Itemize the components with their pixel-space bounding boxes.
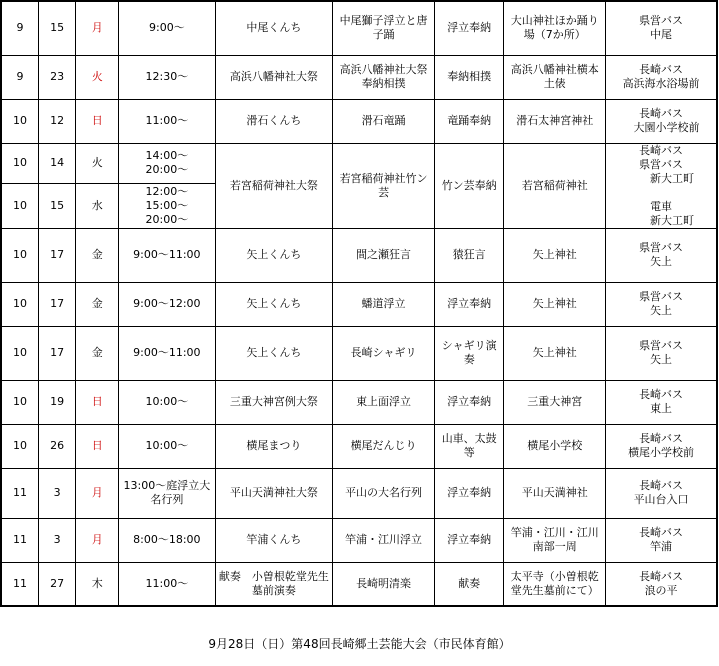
weekday-cell: 火 bbox=[76, 143, 119, 183]
table-row bbox=[1, 424, 717, 468]
day-cell: 15 bbox=[38, 1, 75, 55]
time-cell bbox=[119, 183, 215, 228]
venue-cell: 平山天満神社 bbox=[504, 468, 606, 518]
time-cell: 12:30～ bbox=[119, 55, 215, 99]
type-cell: 猿狂言 bbox=[434, 228, 504, 282]
table-row bbox=[1, 380, 717, 424]
type-cell: 浮立奉納 bbox=[434, 518, 504, 562]
month-cell: 10 bbox=[1, 228, 38, 282]
access-line: 長崎バス bbox=[639, 479, 684, 492]
access-line: 長崎バス bbox=[639, 107, 684, 120]
table-row bbox=[1, 518, 717, 562]
festival-cell: 竿浦くんち bbox=[215, 518, 333, 562]
venue-cell: 矢上神社 bbox=[504, 282, 606, 326]
type-cell: 竜踊奉納 bbox=[434, 99, 504, 143]
access-line: 新大工町 bbox=[628, 171, 695, 185]
type-cell: 浮立奉納 bbox=[434, 380, 504, 424]
festival-cell: 中尾くんち bbox=[215, 1, 333, 55]
month-cell: 11 bbox=[1, 518, 38, 562]
type-cell: 浮立奉納 bbox=[434, 1, 504, 55]
weekday-cell: 日 bbox=[76, 424, 119, 468]
access-line bbox=[608, 186, 714, 200]
weekday-cell: 金 bbox=[76, 282, 119, 326]
table-row bbox=[1, 99, 717, 143]
venue-cell: 横尾小学校 bbox=[504, 424, 606, 468]
access-cell bbox=[606, 55, 717, 99]
venue-cell: 矢上神社 bbox=[504, 228, 606, 282]
type-cell: 奉納相撲 bbox=[434, 55, 504, 99]
time-cell: 13:00～庭浮立大名行列 bbox=[119, 468, 215, 518]
weekday-cell: 火 bbox=[76, 55, 119, 99]
performance-cell: 横尾だんじり bbox=[333, 424, 435, 468]
weekday-cell: 日 bbox=[76, 380, 119, 424]
access-line: 矢上 bbox=[650, 255, 673, 268]
time-line: 15:00～ bbox=[145, 198, 189, 212]
festival-cell: 平山天満神社大祭 bbox=[215, 468, 333, 518]
access-line: 新大工町 bbox=[628, 213, 695, 227]
festival-cell: 滑石くんち bbox=[215, 99, 333, 143]
weekday-cell: 月 bbox=[76, 1, 119, 55]
type-cell: 浮立奉納 bbox=[434, 282, 504, 326]
time-line: 14:00～ bbox=[145, 149, 189, 163]
access-line: 浪の平 bbox=[644, 583, 678, 597]
table-row bbox=[1, 228, 717, 282]
access-cell bbox=[606, 380, 717, 424]
festival-cell: 若宮稲荷神社大祭 bbox=[215, 143, 333, 228]
weekday-cell: 金 bbox=[76, 326, 119, 380]
performance-cell: 高浜八幡神社大祭奉納相撲 bbox=[333, 55, 435, 99]
day-cell: 17 bbox=[38, 326, 75, 380]
table-row bbox=[1, 55, 717, 99]
month-cell: 11 bbox=[1, 468, 38, 518]
access-line: 長崎バス bbox=[639, 63, 684, 76]
performance-cell: 滑石竜踊 bbox=[333, 99, 435, 143]
festival-cell: 高浜八幡神社大祭 bbox=[215, 55, 333, 99]
venue-cell: 高浜八幡神社横本土俵 bbox=[504, 55, 606, 99]
performance-cell: 長崎明清楽 bbox=[333, 562, 435, 606]
performance-cell: 若宮稲荷神社竹ン芸 bbox=[333, 143, 435, 228]
festival-cell: 三重大神宮例大祭 bbox=[215, 380, 333, 424]
access-line: 横尾小学校前 bbox=[628, 446, 695, 459]
access-cell bbox=[606, 228, 717, 282]
venue-cell: 竿浦・江川・江川南部一周 bbox=[504, 518, 606, 562]
venue-cell: 矢上神社 bbox=[504, 326, 606, 380]
day-cell: 15 bbox=[38, 183, 75, 228]
day-cell: 23 bbox=[38, 55, 75, 99]
access-line: 県営バス bbox=[639, 241, 684, 254]
month-cell: 10 bbox=[1, 143, 38, 183]
type-cell: 山車、太鼓等 bbox=[434, 424, 504, 468]
access-line: 矢上 bbox=[650, 304, 673, 317]
performance-cell: 東上面浮立 bbox=[333, 380, 435, 424]
access-cell bbox=[606, 424, 717, 468]
access-line: 長崎バス bbox=[639, 569, 684, 583]
month-cell: 9 bbox=[1, 55, 38, 99]
performance-cell: 平山の大名行列 bbox=[333, 468, 435, 518]
weekday-cell: 月 bbox=[76, 468, 119, 518]
performance-cell: 中尾獅子浮立と唐子踊 bbox=[333, 1, 435, 55]
access-cell bbox=[606, 143, 717, 228]
access-line: 矢上 bbox=[650, 353, 673, 366]
month-cell: 10 bbox=[1, 282, 38, 326]
access-cell bbox=[606, 99, 717, 143]
event-caption: 9月28日（日）第48回長崎郷土芸能大会（市民体育館） bbox=[208, 637, 511, 651]
day-cell: 12 bbox=[38, 99, 75, 143]
access-line: 長崎バス bbox=[639, 432, 684, 445]
type-cell: 竹ン芸奉納 bbox=[434, 143, 504, 228]
day-cell: 3 bbox=[38, 518, 75, 562]
festival-cell: 横尾まつり bbox=[215, 424, 333, 468]
day-cell: 17 bbox=[38, 282, 75, 326]
weekday-cell: 水 bbox=[76, 183, 119, 228]
access-line: 平山台入口 bbox=[633, 493, 689, 506]
access-line: 大園小学校前 bbox=[622, 121, 700, 134]
time-cell: 10:00～ bbox=[119, 424, 215, 468]
weekday-cell: 月 bbox=[76, 518, 119, 562]
access-cell bbox=[606, 1, 717, 55]
access-line: 長崎バス bbox=[639, 143, 684, 157]
festival-cell: 献奏 小曽根乾堂先生墓前演奏 bbox=[215, 562, 333, 606]
time-line: 12:00～ bbox=[145, 184, 189, 198]
table-row bbox=[1, 282, 717, 326]
type-cell: シャギリ演奏 bbox=[434, 326, 504, 380]
access-line: 高浜海水浴場前 bbox=[622, 77, 700, 90]
month-cell: 11 bbox=[1, 562, 38, 606]
access-cell bbox=[606, 326, 717, 380]
weekday-cell: 日 bbox=[76, 99, 119, 143]
festival-cell: 矢上くんち bbox=[215, 282, 333, 326]
venue-cell: 太平寺（小曽根乾堂先生墓前にて） bbox=[504, 562, 606, 606]
day-cell: 26 bbox=[38, 424, 75, 468]
access-line: 東上 bbox=[650, 402, 673, 415]
table-row bbox=[1, 143, 717, 183]
table-row bbox=[1, 562, 717, 606]
time-cell: 9:00～11:00 bbox=[119, 326, 215, 380]
table-row bbox=[1, 1, 717, 55]
access-line: 長崎バス bbox=[639, 388, 684, 401]
venue-cell: 大山神社ほか踊り場（7か所） bbox=[504, 1, 606, 55]
venue-cell: 若宮稲荷神社 bbox=[504, 143, 606, 228]
time-cell bbox=[119, 143, 215, 183]
day-cell: 3 bbox=[38, 468, 75, 518]
performance-cell: 蟠道浮立 bbox=[333, 282, 435, 326]
venue-cell: 滑石太神宮神社 bbox=[504, 99, 606, 143]
weekday-cell: 金 bbox=[76, 228, 119, 282]
performance-cell: 間之瀬狂言 bbox=[333, 228, 435, 282]
day-cell: 14 bbox=[38, 143, 75, 183]
month-cell: 10 bbox=[1, 183, 38, 228]
access-line: 県営バス bbox=[639, 290, 684, 303]
time-cell: 9:00～11:00 bbox=[119, 228, 215, 282]
month-cell: 10 bbox=[1, 380, 38, 424]
access-line: 中尾 bbox=[650, 28, 673, 42]
month-cell: 10 bbox=[1, 326, 38, 380]
month-cell: 10 bbox=[1, 99, 38, 143]
time-cell: 11:00～ bbox=[119, 562, 215, 606]
access-line: 竿浦 bbox=[650, 540, 673, 553]
day-cell: 19 bbox=[38, 380, 75, 424]
month-cell: 10 bbox=[1, 424, 38, 468]
festival-cell: 矢上くんち bbox=[215, 326, 333, 380]
access-line: 県営バス bbox=[639, 14, 684, 28]
access-cell bbox=[606, 518, 717, 562]
access-cell bbox=[606, 282, 717, 326]
performance-cell: 竿浦・江川浮立 bbox=[333, 518, 435, 562]
day-cell: 17 bbox=[38, 228, 75, 282]
day-cell: 27 bbox=[38, 562, 75, 606]
festival-cell: 矢上くんち bbox=[215, 228, 333, 282]
access-cell bbox=[606, 562, 717, 606]
access-line: 長崎バス bbox=[639, 526, 684, 539]
time-cell: 11:00～ bbox=[119, 99, 215, 143]
access-line: 県営バス bbox=[639, 339, 684, 352]
performance-cell: 長崎シャギリ bbox=[333, 326, 435, 380]
access-cell bbox=[606, 468, 717, 518]
access-line: 県営バス bbox=[639, 157, 684, 171]
month-cell: 9 bbox=[1, 1, 38, 55]
type-cell: 献奏 bbox=[434, 562, 504, 606]
table-row bbox=[1, 468, 717, 518]
time-cell: 10:00～ bbox=[119, 380, 215, 424]
access-line: 電車 bbox=[650, 199, 673, 213]
time-cell: 9:00～12:00 bbox=[119, 282, 215, 326]
time-cell: 9:00～ bbox=[119, 1, 215, 55]
table-row bbox=[1, 326, 717, 380]
time-line: 20:00～ bbox=[145, 163, 189, 177]
time-line: 20:00～ bbox=[145, 212, 189, 226]
weekday-cell: 木 bbox=[76, 562, 119, 606]
time-cell: 8:00～18:00 bbox=[119, 518, 215, 562]
type-cell: 浮立奉納 bbox=[434, 468, 504, 518]
venue-cell: 三重大神宮 bbox=[504, 380, 606, 424]
